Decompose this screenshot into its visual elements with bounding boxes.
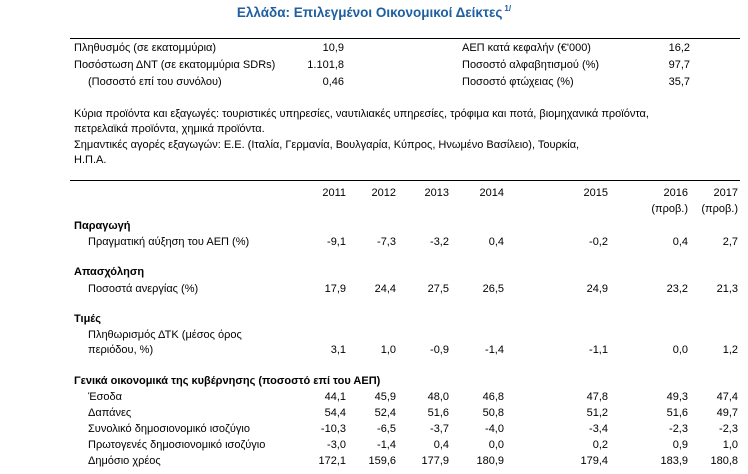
summary-right-value: 16,2 — [668, 42, 690, 54]
table-cell: -7,3 — [377, 236, 396, 248]
table-cell: 47,8 — [586, 391, 608, 403]
table-cell: -1,1 — [589, 344, 608, 356]
table-cell: -2,3 — [669, 423, 688, 435]
table-cell: 26,5 — [482, 283, 504, 295]
table-cell: 1,0 — [722, 439, 738, 451]
year-header: 2015 — [583, 187, 608, 199]
table-cell: 0,0 — [488, 439, 504, 451]
markets-note: Σημαντικές αγορές εξαγωγών: Ε.Ε. (Ιταλία, Γερμανία, Βουλγαρία, Κύπρος, Ηνωμένο Βασίλειο), Τουρκία, — [74, 139, 580, 151]
table-cell: 180,8 — [710, 455, 738, 467]
table-cell: 51,6 — [427, 407, 449, 419]
summary-left-label: Ποσόστωση ΔΝΤ (σε εκατομμύρια SDRs) — [74, 59, 276, 71]
table-cell: 159,6 — [368, 455, 396, 467]
section-title: Παραγωγή — [74, 220, 131, 232]
products-note: Κύρια προϊόντα και εξαγωγές: τουριστικές υπηρεσίες, ναυτιλιακές υπηρεσίες, τρόφιμα και ποτά, βιομηχανικά προϊόντα, — [74, 108, 649, 120]
section-title: Απασχόληση — [74, 266, 145, 278]
table-cell: 54,4 — [324, 407, 346, 419]
table-cell: -1,4 — [377, 439, 396, 451]
summary-left-value: 10,9 — [322, 42, 344, 54]
table-cell: 172,1 — [318, 455, 346, 467]
year-header: 2011 — [322, 187, 346, 199]
table-cell: 17,9 — [324, 283, 346, 295]
table-cell: 0,4 — [433, 439, 449, 451]
summary-left-value: 1.101,8 — [307, 59, 344, 71]
table-cell: -3,2 — [430, 236, 449, 248]
table-cell: 0,4 — [488, 236, 504, 248]
table-cell: -0,2 — [589, 236, 608, 248]
table-cell: -9,1 — [327, 236, 346, 248]
table-cell: -3,0 — [327, 439, 346, 451]
table-cell: 0,0 — [672, 344, 688, 356]
table-cell: 47,4 — [716, 391, 738, 403]
table-cell: 0,4 — [672, 236, 688, 248]
table-cell: 1,2 — [722, 344, 738, 356]
year-note: (προβ.) — [701, 203, 738, 215]
summary-right-value: 35,7 — [668, 76, 690, 88]
table-cell: 1,0 — [380, 344, 396, 356]
table-cell: 180,9 — [476, 455, 504, 467]
table-cell: 2,7 — [722, 236, 738, 248]
table-cell: 0,9 — [672, 439, 688, 451]
table-cell: 49,7 — [716, 407, 738, 419]
row-label: Ποσοστά ανεργίας (%) — [88, 283, 199, 295]
summary-left-value: 0,46 — [322, 76, 344, 88]
top-rule — [70, 38, 740, 39]
table-cell: 51,2 — [586, 407, 608, 419]
row-label: Έσοδα — [88, 391, 123, 403]
table-cell: 27,5 — [427, 283, 449, 295]
table-cell: 179,4 — [580, 455, 608, 467]
table-cell: 46,8 — [482, 391, 504, 403]
table-cell: -1,4 — [485, 344, 504, 356]
summary-right-label: Ποσοστό φτώχειας (%) — [462, 76, 574, 88]
table-cell: -6,5 — [377, 423, 396, 435]
table-cell: 183,9 — [660, 455, 688, 467]
table-top-rule — [70, 180, 740, 181]
row-label: Πραγματική αύξηση του ΑΕΠ (%) — [88, 236, 250, 248]
summary-right-label: Ποσοστό αλφαβητισμού (%) — [462, 59, 600, 71]
title-text: Ελλάδα: Επιλεγμένοι Οικονομικοί Δείκτες — [236, 5, 503, 20]
table-cell: 177,9 — [421, 455, 449, 467]
table-cell: -10,3 — [320, 423, 346, 435]
year-note: (προβ.) — [651, 203, 688, 215]
table-cell: -0,9 — [430, 344, 449, 356]
table-cell: 3,1 — [330, 344, 346, 356]
summary-left-label: (Ποσοστό επί του συνόλου) — [88, 76, 222, 88]
table-cell: 45,9 — [374, 391, 396, 403]
table-cell: 48,0 — [427, 391, 449, 403]
row-label-cont: περιόδου, %) — [88, 344, 154, 356]
row-label: Συνολικό δημοσιονομικό ισοζύγιο — [88, 423, 250, 435]
year-header: 2017 — [713, 187, 738, 199]
table-cell: -2,3 — [719, 423, 738, 435]
summary-left-label: Πληθυσμός (σε εκατομμύρια) — [74, 42, 217, 54]
section-title: Τιμές — [74, 313, 101, 325]
products-note-cont: πετρελαϊκά προϊόντα, χημικά προϊόντα. — [74, 123, 265, 135]
table-cell: -3,7 — [430, 423, 449, 435]
row-label: Δαπάνες — [88, 407, 132, 419]
year-header: 2013 — [424, 187, 449, 199]
table-cell: 44,1 — [324, 391, 346, 403]
table-cell: -3,4 — [589, 423, 608, 435]
table-cell: 21,3 — [716, 283, 738, 295]
row-label: Πρωτογενές δημοσιονομικό ισοζύγιο — [88, 439, 266, 451]
title-footnote-marker: 1/ — [504, 4, 512, 13]
table-cell: 24,9 — [586, 283, 608, 295]
page-title — [0, 4, 748, 20]
row-label: Πληθωρισμός ΔΤΚ (μέσος όρος — [88, 329, 242, 341]
year-header: 2014 — [479, 187, 504, 199]
year-header: 2012 — [371, 187, 396, 199]
table-cell: 52,4 — [374, 407, 396, 419]
summary-right-label: ΑΕΠ κατά κεφαλήν (€'000) — [462, 42, 591, 54]
summary-right-value: 97,7 — [668, 59, 690, 71]
row-label: Δημόσιο χρέος — [88, 455, 161, 467]
table-cell: 0,2 — [592, 439, 608, 451]
table-cell: -4,0 — [485, 423, 504, 435]
year-header: 2016 — [663, 187, 688, 199]
markets-note-cont: Η.Π.Α. — [74, 154, 107, 166]
table-cell: 23,2 — [666, 283, 688, 295]
section-title: Γενικά οικονομικά της κυβέρνησης (ποσοστό επί του ΑΕΠ) — [74, 375, 381, 387]
table-cell: 24,4 — [374, 283, 396, 295]
table-cell: 50,8 — [482, 407, 504, 419]
table-cell: 49,3 — [666, 391, 688, 403]
table-cell: 51,6 — [666, 407, 688, 419]
